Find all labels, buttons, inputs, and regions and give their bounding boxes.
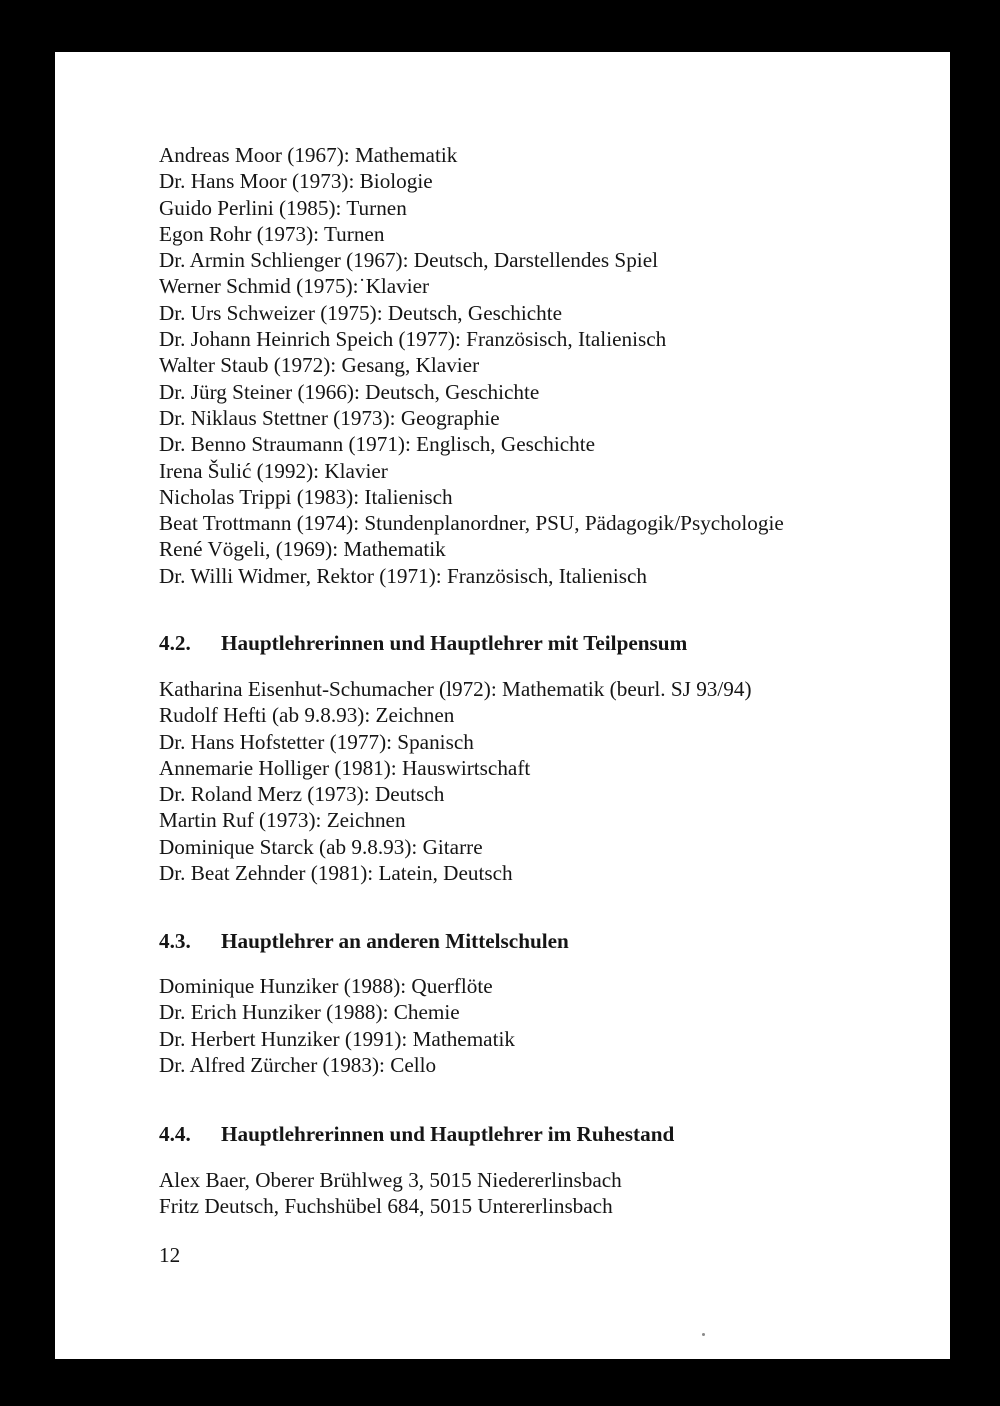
section-title: Hauptlehrerinnen und Hauptlehrer im Ruhestand bbox=[221, 1122, 675, 1146]
list-item: Alex Baer, Oberer Brühlweg 3, 5015 Niedererlinsbach bbox=[159, 1168, 622, 1192]
list-item: Dr. Urs Schweizer (1975): Deutsch, Geschichte bbox=[159, 300, 563, 325]
list-item: Egon Rohr (1973): Turnen bbox=[159, 221, 385, 246]
list-item: Dr. Niklaus Stettner (1973): Geographie bbox=[159, 405, 500, 430]
section-44-list bbox=[159, 1167, 622, 1220]
list-item: Walter Staub (1972): Gesang, Klavier bbox=[159, 353, 480, 378]
list-item: Fritz Deutsch, Fuchshübel 684, 5015 Untererlinsbach bbox=[159, 1194, 613, 1219]
list-item: Dr. Roland Merz (1973): Deutsch bbox=[159, 782, 445, 807]
list-item: Irena Šulić (1992): Klavier bbox=[159, 458, 388, 483]
scan-speck bbox=[702, 1333, 705, 1336]
list-item: Dominique Hunziker (1988): Querflöte bbox=[159, 974, 493, 998]
list-item: Dr. Hans Moor (1973): Biologie bbox=[159, 169, 433, 194]
list-item: Beat Trottmann (1974): Stundenplanordner, PSU, Pädagogik/Psychologie bbox=[159, 511, 784, 536]
list-item: Andreas Moor (1967): Mathematik bbox=[159, 143, 458, 167]
list-item: Rudolf Hefti (ab 9.8.93): Zeichnen bbox=[159, 703, 455, 728]
section-43-list bbox=[159, 973, 515, 1078]
section-heading-4-2 bbox=[159, 630, 687, 656]
section-42-list bbox=[159, 676, 752, 886]
list-item: Dr. Herbert Hunziker (1991): Mathematik bbox=[159, 1026, 515, 1051]
list-item: Dr. Johann Heinrich Speich (1977): Französisch, Italienisch bbox=[159, 327, 667, 352]
list-item: Dr. Erich Hunziker (1988): Chemie bbox=[159, 1000, 460, 1025]
section-heading-4-3 bbox=[159, 928, 569, 954]
section-number: 4.2. bbox=[159, 631, 191, 655]
list-item: Dr. Jürg Steiner (1966): Deutsch, Geschichte bbox=[159, 379, 540, 404]
list-item: Dr. Beat Zehnder (1981): Latein, Deutsch bbox=[159, 861, 513, 886]
list-item: Dr. Hans Hofstetter (1977): Spanisch bbox=[159, 729, 474, 754]
list-item: Dr. Armin Schlienger (1967): Deutsch, Darstellendes Spiel bbox=[159, 248, 658, 273]
list-item: Dr. Benno Straumann (1971): Englisch, Geschichte bbox=[159, 432, 596, 457]
section-title: Hauptlehrer an anderen Mittelschulen bbox=[221, 929, 569, 953]
section-title: Hauptlehrerinnen und Hauptlehrer mit Teilpensum bbox=[221, 631, 688, 655]
list-item: Annemarie Holliger (1981): Hauswirtschaft bbox=[159, 755, 531, 780]
section-number: 4.3. bbox=[159, 929, 191, 953]
list-item: Nicholas Trippi (1983): Italienisch bbox=[159, 484, 453, 509]
section-number: 4.4. bbox=[159, 1122, 191, 1146]
list-item: Martin Ruf (1973): Zeichnen bbox=[159, 808, 406, 833]
list-item: Dominique Starck (ab 9.8.93): Gitarre bbox=[159, 834, 483, 859]
list-item: Werner Schmid (1975):˙Klavier bbox=[159, 274, 430, 299]
section-41-list bbox=[159, 142, 784, 589]
list-item: René Vögeli, (1969): Mathematik bbox=[159, 537, 446, 562]
list-item: Guido Perlini (1985): Turnen bbox=[159, 195, 407, 220]
section-heading-4-4 bbox=[159, 1121, 674, 1147]
list-item: Dr. Alfred Zürcher (1983): Cello bbox=[159, 1052, 437, 1077]
page-number: 12 bbox=[159, 1243, 181, 1267]
list-item: Katharina Eisenhut-Schumacher (l972): Mathematik (beurl. SJ 93/94) bbox=[159, 677, 752, 701]
list-item: Dr. Willi Widmer, Rektor (1971): Französisch, Italienisch bbox=[159, 563, 648, 588]
